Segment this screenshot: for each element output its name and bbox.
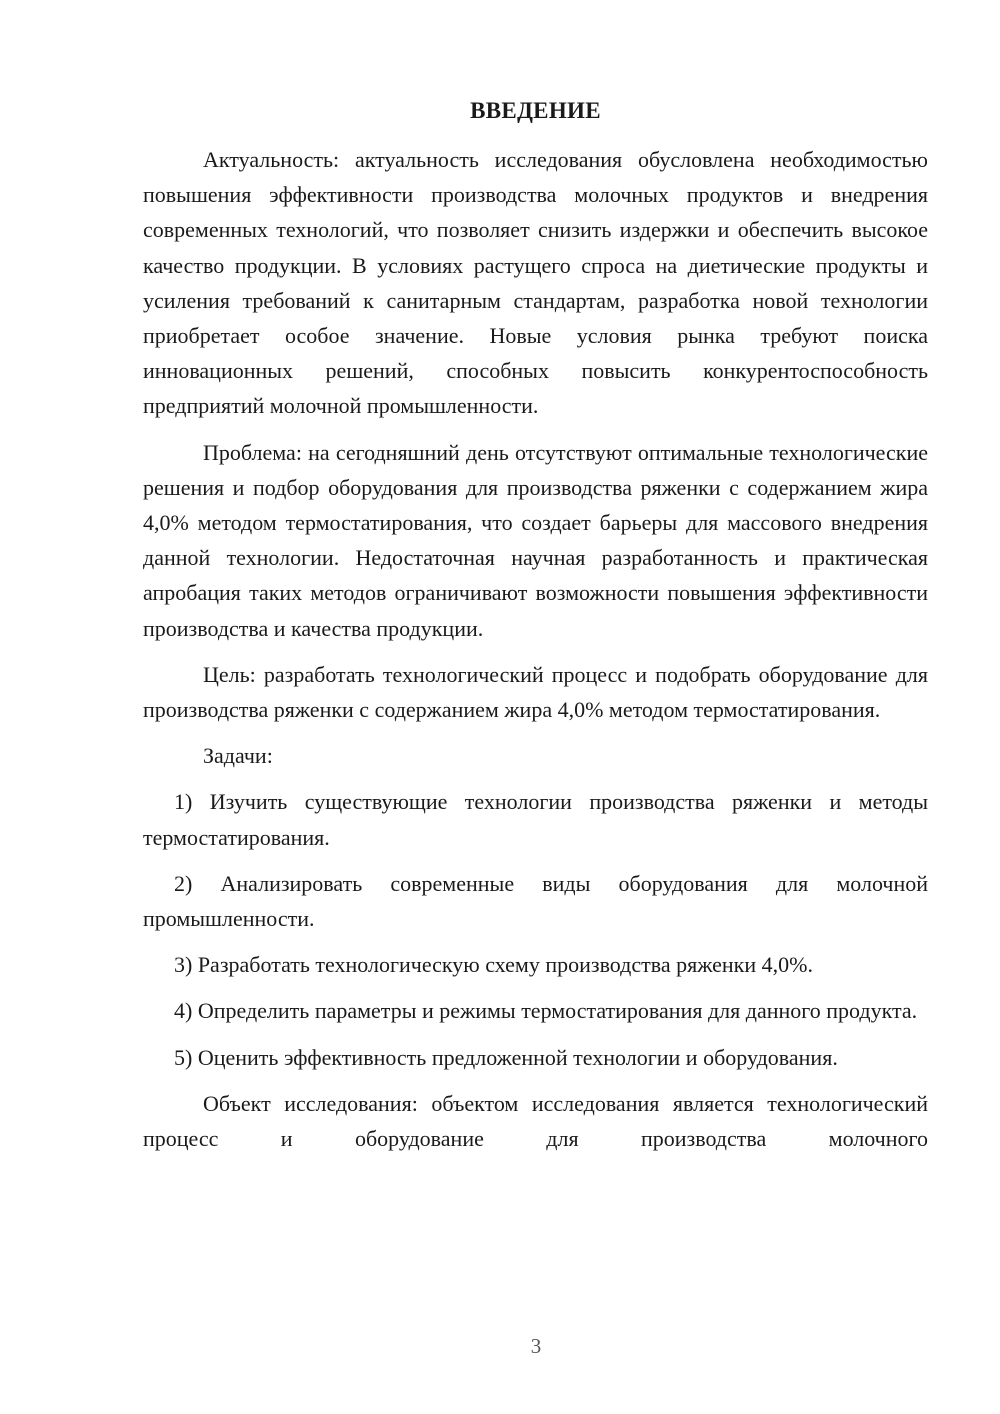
page-number: 3 [530,1334,542,1358]
paragraph-relevance: Актуальность: актуальность исследования обусловлена необходимостью повышения эффективности производства молочных продуктов и внедрения современных технологий, что позволяет снизить издержки и обеспечить высокое качество продукции. В условиях растущего спроса на диетические продукты и усиления требований к санитарным стандартам, разработка новой технологии приобретает особое значение. Новые условия рынка требуют поиска инновационных решений, способных повысить конкурентоспособность предприятий молочной промышленности. [143,147,928,419]
task-item-3: 3) Разработать технологическую схему производства ряженки 4,0%. [174,952,813,978]
task-item-5: 5) Оценить эффективность предложенной технологии и оборудования. [174,1044,838,1070]
task-item-2: 2) Анализировать современные виды оборудования для молочной промышленности. [143,870,928,932]
paragraph-goal: Цель: разработать технологический процесс и подобрать оборудование для производства ряженки с содержанием жира 4,0% методом термостатирования. [143,661,928,723]
paragraph-problem: Проблема: на сегодняшний день отсутствуют оптимальные технологические решения и подбор оборудования для производства ряженки с содержанием жира 4,0% методом термостатирования, что создает барьеры для массового внедрения данной технологии. Недостаточная научная разработанность и практическая апробация таких методов ограничивают возможности повышения эффективности производства и качества продукции. [143,439,928,641]
task-item-1: 1) Изучить существующие технологии производства ряженки и методы термостатирования. [143,789,928,850]
paragraph-object: Объект исследования: объектом исследования является технологический процесс и оборудование для производства молочного [143,1090,928,1152]
tasks-heading: Задачи: [203,743,273,769]
task-item-4: 4) Определить параметры и режимы термостатирования для данного продукта. [174,998,918,1024]
section-title: ВВЕДЕНИЕ [470,98,601,123]
document-page [143,95,928,1156]
